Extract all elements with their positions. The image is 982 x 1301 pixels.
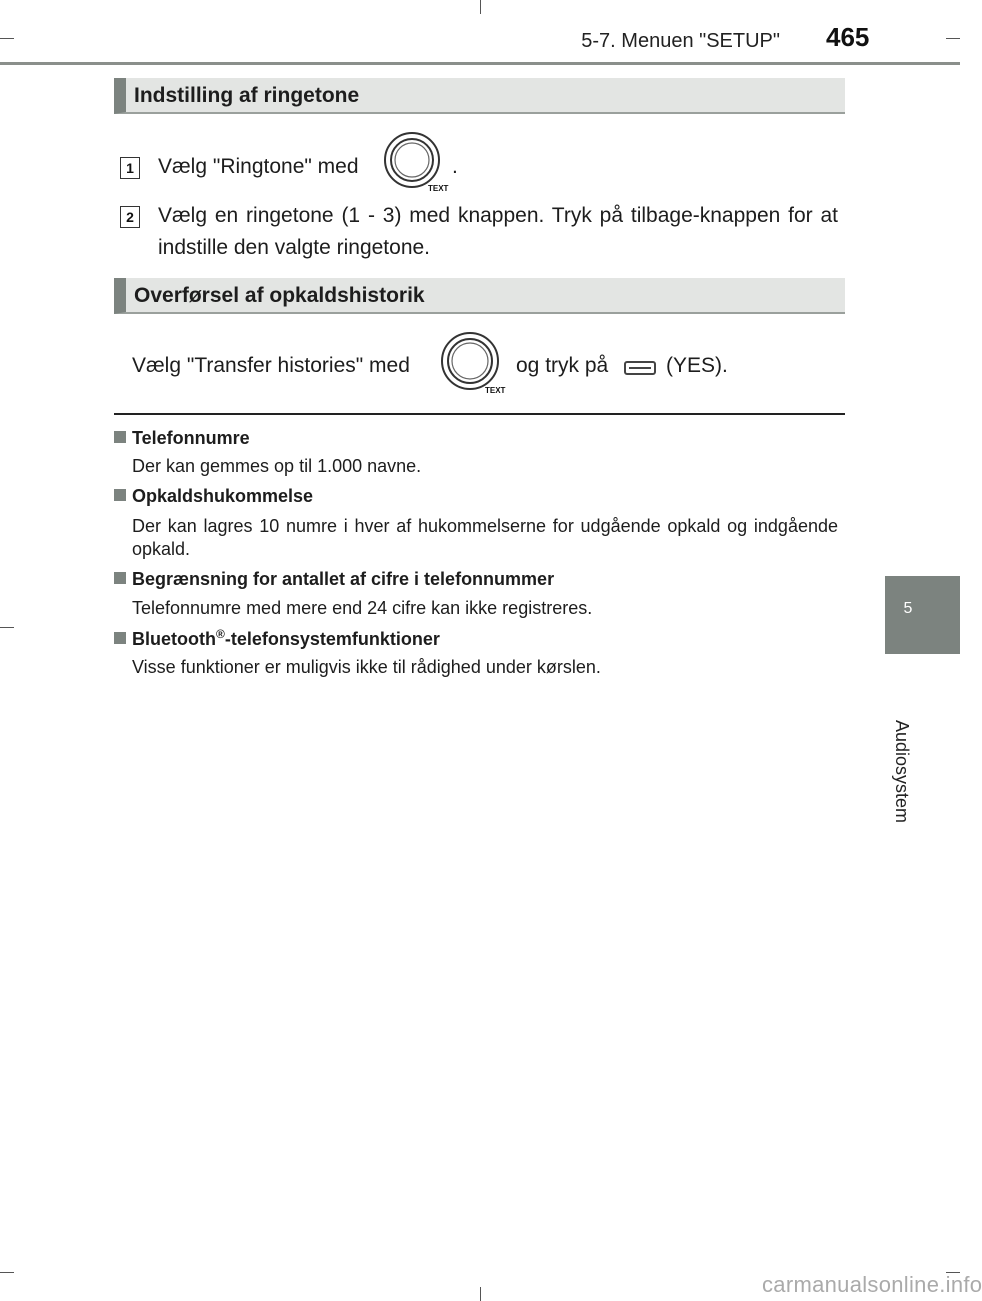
step-2-text: Vælg en ringetone (1 - 3) med knappen. Tryk på tilbage-knappen for at indstille den valgte ringetone. [158,204,838,259]
note-title-phone-numbers: Telefonnumre [114,428,250,449]
note-body-phone-numbers: Der kan gemmes op til 1.000 navne. [132,456,422,476]
crop-mark [946,38,960,39]
section-heading-text: Indstilling af ringetone [134,84,360,107]
bullet-square-icon [114,489,126,501]
crop-mark [480,0,481,14]
section-heading-ringtone [114,78,845,114]
chapter-tab-number: 5 [903,600,913,617]
note-body-digit-limit: Telefonnumre med mere end 24 cifre kan ikke registreres. [132,598,593,618]
crop-mark [0,38,14,39]
knob-label: TEXT [428,184,449,193]
note-body-call-memory: Der kan lagres 10 numre i hver af hukommelserne for udgående opkald og indgående opkald. [132,516,838,559]
section-heading-call-history [114,278,845,314]
note-body-bluetooth: Visse funktioner er muligvis ikke til rådighed under kørslen. [132,657,601,677]
note-title-call-memory: Opkaldshukommelse [114,486,313,507]
watermark-footer: carmanualsonline.info [762,1272,982,1297]
step-number-2: 2 [120,206,140,228]
step-1-text-end: . [452,155,458,178]
crop-mark [480,1287,481,1301]
transfer-text-middle: og tryk på [516,354,609,377]
yes-button-icon [624,361,656,375]
bullet-square-icon [114,632,126,644]
header-rule [0,62,960,65]
section-heading-text: Overførsel af opkaldshistorik [134,284,425,307]
bullet-square-icon [114,572,126,584]
crop-mark [0,1272,14,1273]
transfer-text-end: (YES). [666,354,728,377]
transfer-text-start: Vælg "Transfer histories" med [132,354,410,377]
chapter-tab-label: Audiosystem [892,720,912,824]
step-1-text: Vælg "Ringtone" med [158,155,359,178]
step-number-1: 1 [120,157,140,179]
note-title-digit-limit: Begrænsning for antallet af cifre i telefonnummer [114,569,554,590]
bullet-square-icon [114,431,126,443]
tune-knob-icon [440,331,504,395]
notes-divider [114,413,845,415]
tune-knob-icon [384,132,449,194]
running-header-section: 5-7. Menuen "SETUP" [581,30,780,52]
knob-label: TEXT [485,386,506,395]
page-number: 465 [826,22,870,52]
note-title-bluetooth: Bluetooth®-telefonsystemfunktioner [114,627,440,650]
crop-mark [0,627,14,628]
